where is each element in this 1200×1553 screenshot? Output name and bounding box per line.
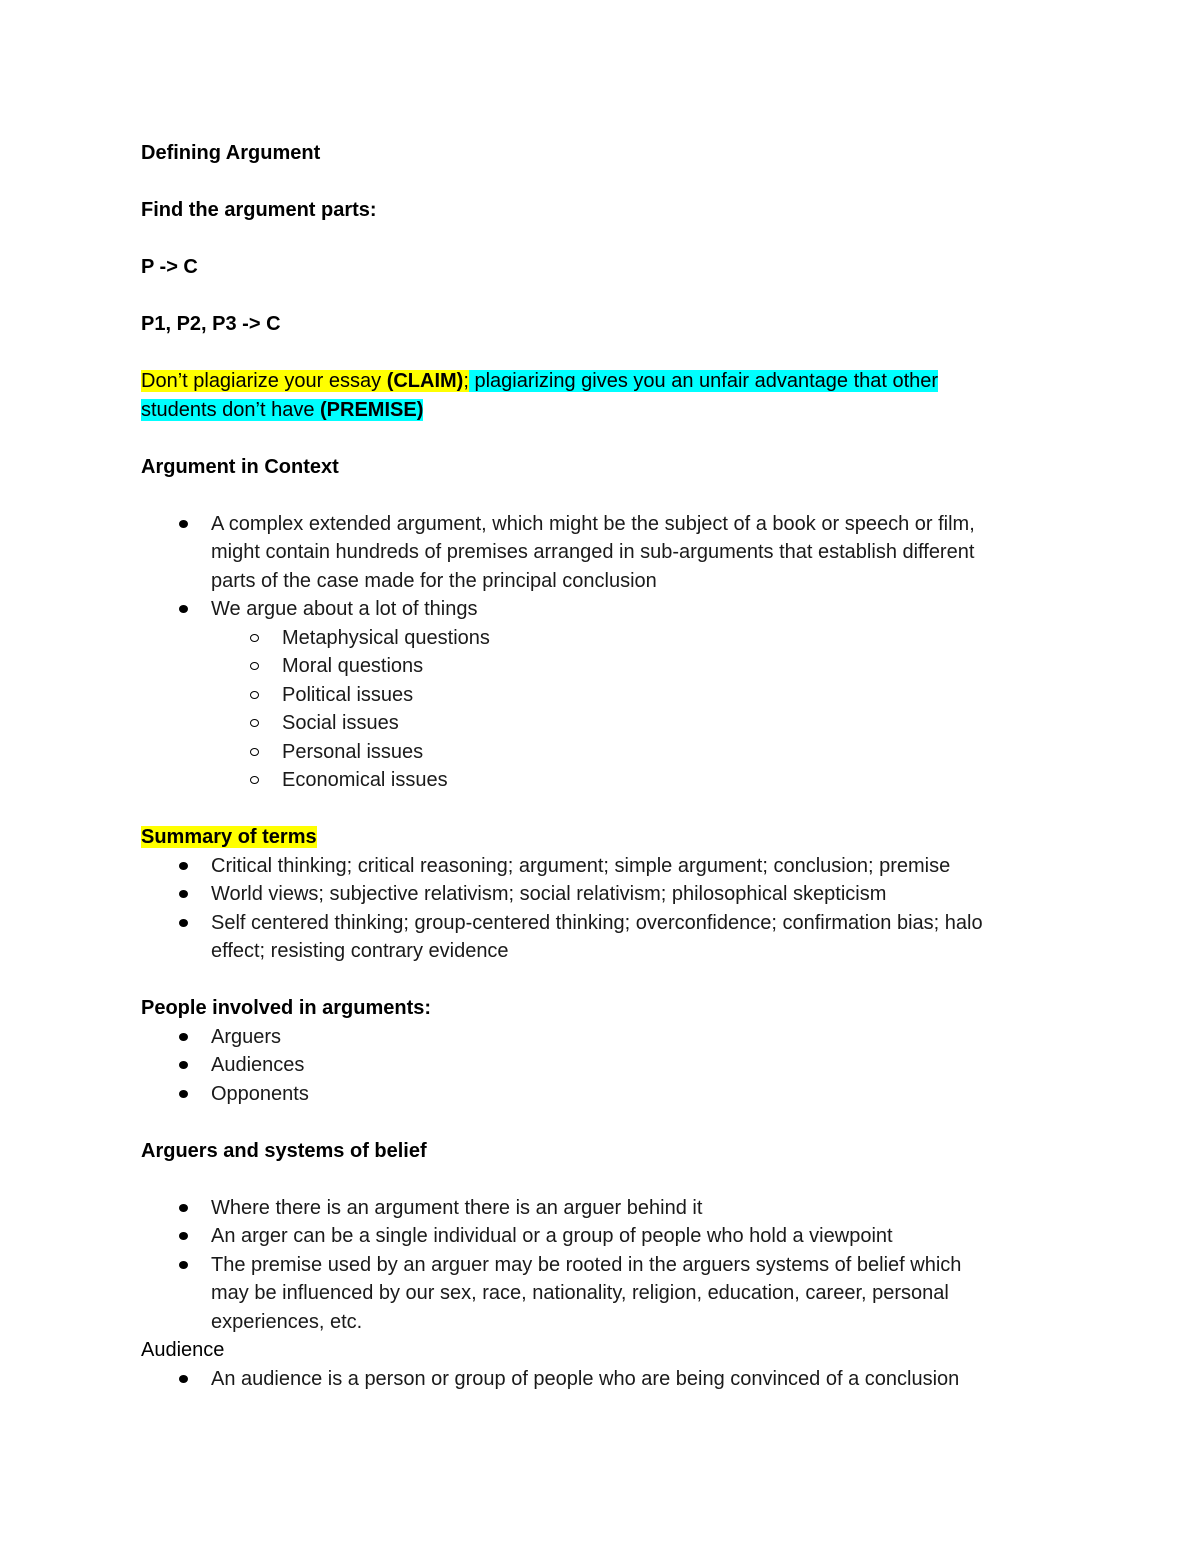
audience-list [141,1365,1061,1394]
arguers-list [141,1194,1061,1337]
list-item: Critical thinking; critical reasoning; argument; simple argument; conclusion; premise [141,852,1061,881]
sublist-item: Social issues [141,709,1061,738]
arguers-heading: Arguers and systems of belief [141,1139,427,1162]
bullet-icon [179,605,188,613]
people-heading: People involved in arguments: [141,997,432,1019]
bullet-icon [179,1261,188,1269]
formula-simple: P -> C [141,256,198,278]
hollow-bullet-icon [250,662,259,670]
list-item: Audiences [141,1051,1061,1080]
people-list [141,1023,1061,1109]
list-item: Self centered thinking; group-centered thinking; overconfidence; confirmation bias; halo [141,909,1061,938]
list-item-continuation: effect; resisting contrary evidence [211,940,509,962]
list-item-continuation: may be influenced by our sex, race, nationality, religion, education, career, personal [211,1282,949,1304]
premise-label: (PREMISE) [320,398,424,421]
sublist-item: Economical issues [141,766,1061,795]
claim-label: (CLAIM) [386,370,464,392]
document-title: Defining Argument [141,142,321,164]
hollow-bullet-icon [250,719,259,727]
example-argument [141,367,1061,424]
claim-semicolon: ; [463,370,469,392]
bullet-icon [179,862,188,870]
bullet-icon [179,1232,188,1240]
bullet-icon [179,890,188,898]
summary-list [141,852,1061,966]
list-item: An arger can be a single individual or a group of people who hold a viewpoint [141,1222,1061,1251]
bullet-icon [179,919,188,927]
list-item: We argue about a lot of things [141,595,1061,624]
hollow-bullet-icon [250,691,259,699]
bullet-icon [179,520,188,528]
list-item: Where there is an argument there is an arguer behind it [141,1194,1061,1223]
list-item-continuation: parts of the case made for the principal conclusion [211,569,657,592]
claim-text: Don’t plagiarize your essay [141,370,387,392]
document-body [141,139,1061,1393]
list-item: Opponents [141,1080,1061,1109]
sublist-item: Metaphysical questions [141,624,1061,653]
list-item: An audience is a person or group of people who are being convinced of a conclusion [141,1365,1061,1394]
formula-multi: P1, P2, P3 -> C [141,313,281,335]
argument-in-context-list [141,510,1061,795]
hollow-bullet-icon [250,634,259,642]
bullet-icon [179,1061,188,1069]
argument-in-context-heading: Argument in Context [141,455,339,478]
list-item: The premise used by an arguer may be rooted in the arguers systems of belief which [141,1251,1061,1280]
hollow-bullet-icon [250,776,259,784]
list-item: Arguers [141,1023,1061,1052]
bullet-icon [179,1375,188,1383]
bullet-icon [179,1033,188,1041]
bullet-icon [179,1090,188,1098]
sublist-item: Personal issues [141,738,1061,767]
list-item-continuation: experiences, etc. [211,1310,363,1333]
hollow-bullet-icon [250,748,259,756]
premise-text-1: plagiarizing gives you an unfair advantage that other [468,370,939,392]
list-item: World views; subjective relativism; social relativism; philosophical skepticism [141,880,1061,909]
list-item: A complex extended argument, which might be the subject of a book or speech or film, [141,510,1061,539]
sublist-item: Political issues [141,681,1061,710]
audience-heading: Audience [141,1339,225,1361]
bullet-icon [179,1204,188,1212]
find-parts-heading: Find the argument parts: [141,199,377,221]
list-item-continuation: might contain hundreds of premises arranged in sub-arguments that establish different [211,541,975,563]
summary-heading: Summary of terms [141,826,317,848]
premise-text-2: students don’t have [141,398,321,421]
sublist-item: Moral questions [141,652,1061,681]
